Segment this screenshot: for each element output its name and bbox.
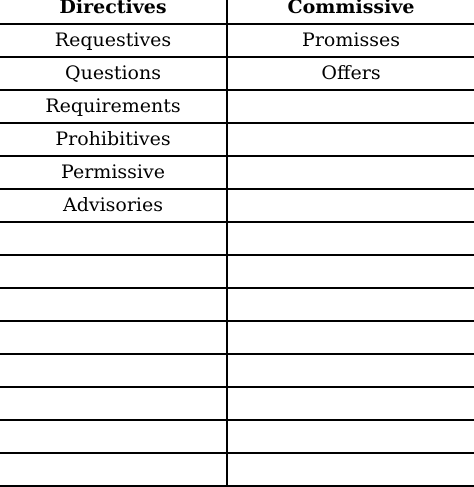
table-row: [0, 222, 474, 255]
table-cell: [0, 387, 227, 420]
table-cell: [227, 156, 474, 189]
table-row: [0, 24, 474, 57]
table-cell: [227, 354, 474, 387]
table-cell: [227, 123, 474, 156]
table-cell: [0, 222, 227, 255]
table-cell: Permissive: [0, 156, 227, 189]
table-row: [0, 156, 474, 189]
table-cell: [227, 420, 474, 453]
table-cell: Questions: [0, 57, 227, 90]
table-row: [0, 189, 474, 222]
table-cell: [227, 321, 474, 354]
table-row: [0, 123, 474, 156]
table-cell: [0, 453, 227, 486]
table-cell: [227, 90, 474, 123]
table-cell: [0, 321, 227, 354]
table-cell: [227, 189, 474, 222]
table-cell: [0, 420, 227, 453]
table-row: [0, 354, 474, 387]
header-commissive: Commissive: [227, 0, 474, 24]
table-cell: Requirements: [0, 90, 227, 123]
table-cell: [227, 453, 474, 486]
table-cell: [227, 222, 474, 255]
table-cell: [227, 387, 474, 420]
table-row: [0, 453, 474, 486]
table-row: [0, 255, 474, 288]
table-cell: [227, 288, 474, 321]
table-row: [0, 321, 474, 354]
table-cell: Offers: [227, 57, 474, 90]
table-cell: [0, 288, 227, 321]
table-header-row: [0, 0, 474, 24]
header-directives: Directives: [0, 0, 227, 24]
table-row: [0, 57, 474, 90]
table-cell: [0, 255, 227, 288]
table-cell: Advisories: [0, 189, 227, 222]
table-cell: Prohibitives: [0, 123, 227, 156]
table-row: [0, 90, 474, 123]
table-row: [0, 288, 474, 321]
table-cell: Requestives: [0, 24, 227, 57]
table-cell: Promisses: [227, 24, 474, 57]
table-row: [0, 387, 474, 420]
table-cell: [0, 354, 227, 387]
table-row: [0, 420, 474, 453]
table-cell: [227, 255, 474, 288]
